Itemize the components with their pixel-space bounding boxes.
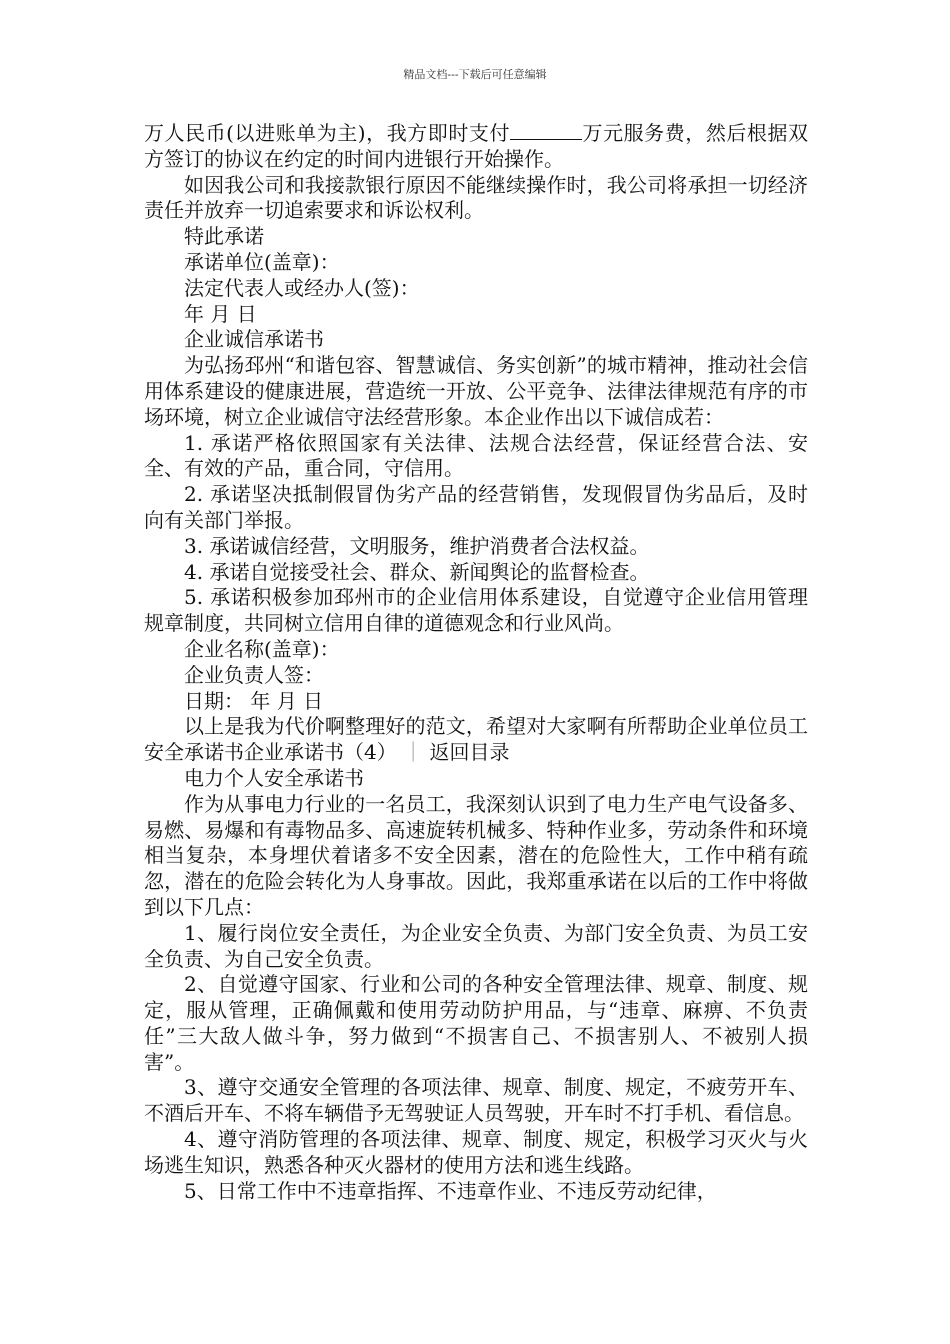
- paragraph-company-head: 企业负责人签：: [184, 662, 324, 687]
- section-title-integrity: 企业诚信承诺书: [184, 327, 324, 352]
- back-to-toc-link[interactable]: 返回目录: [429, 740, 510, 765]
- list-item: 4、遵守消防管理的各项法律、规章、制度、规定，积极学习灭火与火场逃生知识，熟悉各种灭火器材的使用方法和逃生线路。: [144, 1127, 808, 1177]
- list-item: 1. 承诺严格依照国家有关法律、法规合法经营，保证经营合法、安全、有效的产品，重合同，守信用。: [144, 430, 808, 481]
- page-header: 精品文档---下载后可任意编辑: [403, 68, 547, 81]
- list-item: 3、遵守交通安全管理的各项法律、规章、制度、规定，不疲劳开车、不酒后开车、不将车辆借予无驾驶证人员驾驶，开车时不打手机、看信息。: [144, 1075, 808, 1126]
- list-item: 5. 承诺积极参加邳州市的企业信用体系建设，自觉遵守企业信用管理规章制度，共同树立信用自律的道德观念和行业风尚。: [144, 585, 808, 636]
- paragraph-representative: 法定代表人或经办人(签)：: [184, 275, 420, 300]
- section-title-power-safety: 电力个人安全承诺书: [184, 765, 364, 790]
- list-item: 1、履行岗位安全责任，为企业安全负责、为部门安全负责、为员工安全负责、为自己安全负责。: [144, 920, 808, 971]
- document-body: [144, 121, 808, 1204]
- paragraph-summary: 以上是我为代价啊整理好的范文，希望对大家啊有所帮助企业单位员工安全承诺书企业承诺书（4） ｜ 返回目录: [144, 714, 808, 765]
- list-item: 5、日常工作中不违章指挥、不违章作业、不违反劳动纪律，: [184, 1178, 717, 1203]
- paragraph-unit-seal: 承诺单位(盖章)：: [184, 249, 340, 274]
- separator: ｜: [403, 740, 424, 765]
- paragraph-payment: 万人民币(以进账单为主)，我方即时支付 万元服务费，然后根据双方签订的协议在约定的时间内进银行开始操作。: [144, 121, 809, 171]
- paragraph-company-name: 企业名称(盖章)：: [184, 636, 340, 661]
- blank-line: [510, 123, 582, 140]
- paragraph-integrity-intro: 为弘扬邳州“和谐包容、智慧诚信、务实创新”的城市精神，推动社会信用体系建设的健康进展，营造统一开放、公平竞争、法律法律规范有序的市场环境，树立企业诚信守法经营形象。本企业作出以下诚信成若：: [144, 353, 808, 429]
- paragraph-power-intro: 作为从事电力行业的一名员工，我深刻认识到了电力生产电气设备多、易燃、易爆和有毒物品多、高速旋转机械多、特种作业多，劳动条件和环境相当复杂，本身埋伏着诸多不安全因素，潜在的危险性大，工作中稍有疏忽，潜在的危险会转化为人身事故。因此，我郑重承诺在以后的工作中将做到以下几点：: [144, 791, 808, 919]
- paragraph-hereby: 特此承诺: [184, 224, 264, 249]
- paragraph-sign-date: 日期： 年 月 日: [184, 688, 324, 713]
- list-item: 3. 承诺诚信经营，文明服务，维护消费者合法权益。: [184, 533, 650, 558]
- paragraph-date: 年 月 日: [184, 301, 257, 326]
- list-item: 2. 承诺坚决抵制假冒伪劣产品的经营销售，发现假冒伪劣品后，及时向有关部门举报。: [144, 482, 808, 532]
- list-item: 4. 承诺自觉接受社会、群众、新闻舆论的监督检查。: [184, 559, 650, 584]
- paragraph-liability: 如因我公司和我接款银行原因不能继续操作时，我公司将承担一切经济责任并放弃一切追索要求和诉讼权利。: [144, 172, 808, 223]
- list-item: 2、自觉遵守国家、行业和公司的各种安全管理法律、规章、制度、规定，服从管理，正确佩戴和使用劳动防护用品，与“违章、麻痹、不负责任”三大敌人做斗争，努力做到“不损害自己、不损害别人、不被别人损害”。: [144, 972, 808, 1074]
